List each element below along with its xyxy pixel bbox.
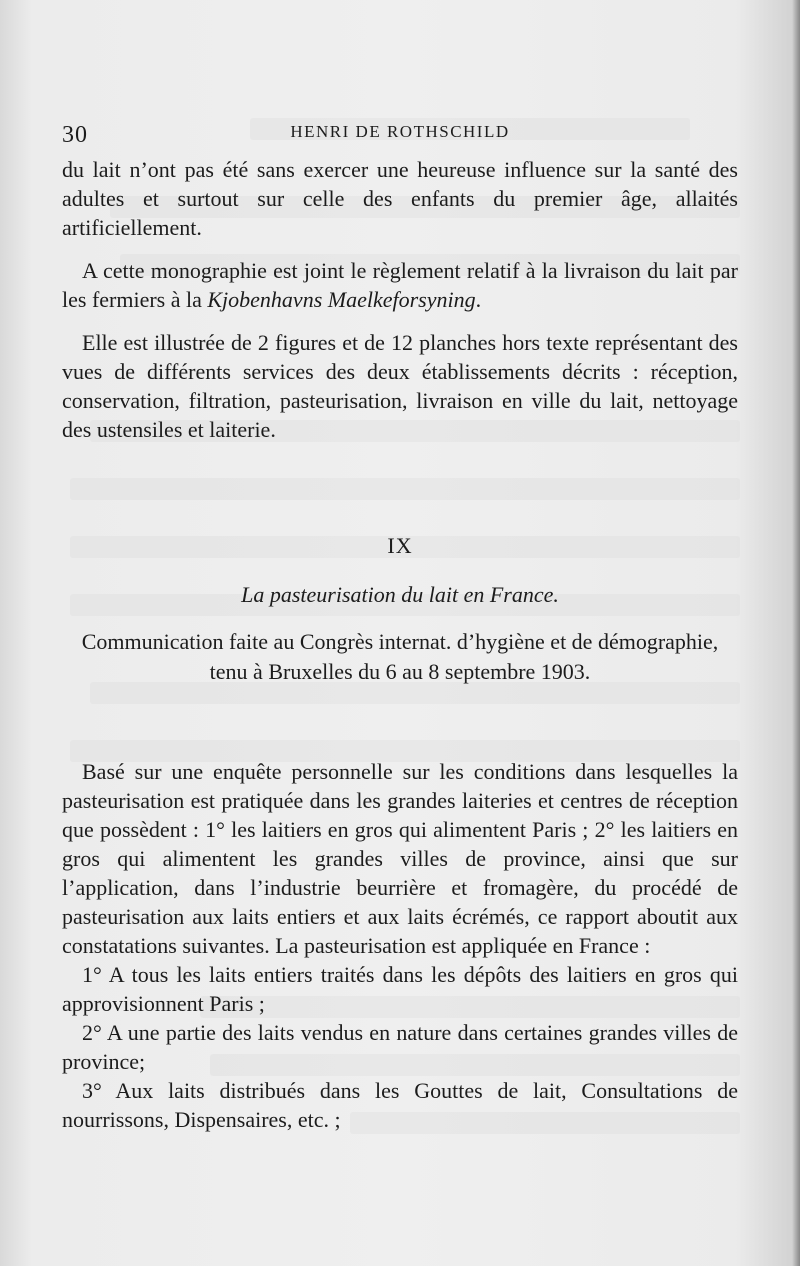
paragraph-illustree: Elle est illustrée de 2 figures et de 12 planches hors texte représentant des vues de différents services des deux établissements décrits : réception, conservation, filtration, pasteurisation, livraison en ville du lait, nettoyage des ustensiles et laiterie. (62, 330, 738, 442)
list-item-3: 3° Aux laits distribués dans les Gouttes de lait, Consultations de nourrissons, Dispensaires, etc. ; (62, 1078, 738, 1132)
list-item-2: 2° A une partie des laits vendus en nature dans certaines grandes villes de province; (62, 1020, 738, 1074)
section-number: IX (387, 533, 413, 558)
communication-note (62, 627, 738, 687)
page-number: 30 (62, 122, 88, 148)
communication-line-1: Communication faite au Congrès internat. d’hygiène et de démographie, (81, 629, 719, 654)
paragraph-monographie (62, 256, 738, 314)
paragraph-base: Basé sur une enquête personnelle sur les conditions dans lesquelles la pasteurisation est pratiquée dans les grandes laiteries et centres de réception que possèdent : 1° les laitiers en gros qui alimentent Paris ; 2° les laitiers en gros qui alimentent les grandes villes de province, ainsi que sur l’application, dans l’industrie beurrière et fromagère, du procédé de pasteurisation aux laits entiers et aux laits écrémés, ce rapport aboutit aux constatations suivantes. La pasteurisation est appliquée en France : (62, 759, 738, 958)
page-header (62, 118, 738, 148)
running-head: HENRI DE ROTHSCHILD (290, 122, 510, 141)
list-item-1: 1° A tous les laits entiers traités dans les dépôts des laitiers en gros qui approvisionnent Paris ; (62, 962, 738, 1016)
body-text-bottom (62, 757, 738, 1134)
page-edge-shadow (792, 0, 800, 1266)
paragraph-monographie-text: A cette monographie est joint le règlement relatif à la livraison du lait par les fermiers à la (62, 258, 738, 312)
body-text-top (62, 155, 738, 444)
communication-line-2: tenu à Bruxelles du 6 au 8 septembre 1903. (209, 659, 591, 684)
paragraph-continuation: du lait n’ont pas été sans exercer une heureuse influence sur la santé des adultes et surtout sur celle des enfants du premier âge, allaités artificiellement. (62, 157, 738, 240)
paragraph-monographie-end: . (475, 287, 482, 312)
paragraph-monographie-italic: Kjobenhavns Maelkeforsyning (207, 287, 476, 312)
section-title: La pasteurisation du lait en France. (241, 582, 559, 607)
